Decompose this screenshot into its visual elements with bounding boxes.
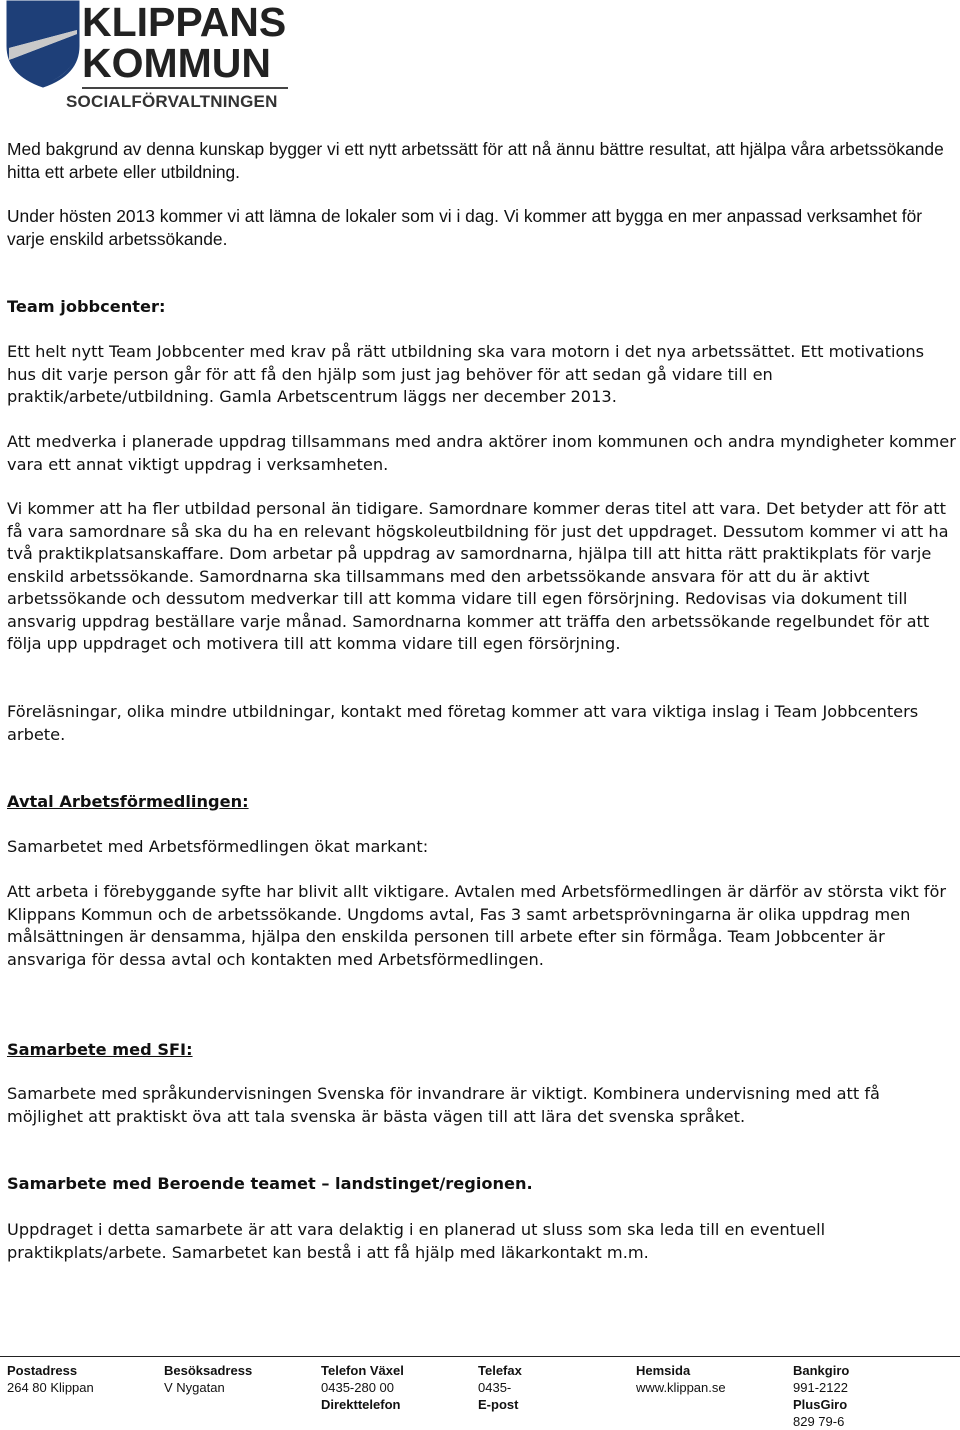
footer-postadress [7, 1362, 94, 1396]
footer-divider [0, 1356, 960, 1357]
footer-label: Telefax [478, 1363, 522, 1378]
footer-besoksadress [164, 1362, 252, 1396]
klippans-kommun-logo [4, 0, 294, 114]
footer-hemsida [636, 1362, 726, 1396]
logo-wordmark [82, 2, 286, 84]
footer-value: 264 80 Klippan [7, 1380, 94, 1395]
logo-subtitle: SOCIALFÖRVALTNINGEN [66, 92, 278, 111]
sfi-paragraph-1: Samarbete med språkundervisningen Svenska för invandrare är viktigt. Kombinera undervisning med att få möjlighet att praktiskt öva att tala svenska är bästa vägen till att lära det svenska språket. [7, 1084, 880, 1126]
footer-value: 0435- [478, 1380, 512, 1395]
af-paragraph-1: Samarbetet med Arbetsförmedlingen ökat markant: [7, 837, 429, 856]
footer-telefon [321, 1362, 404, 1413]
footer-label: PlusGiro [793, 1397, 848, 1412]
team-paragraph-1: Ett helt nytt Team Jobbcenter med krav på rätt utbildning ska vara motorn i det nya arbetssättet. Ett motivations hus dit varje person går för att få den hjälp som just jag behöver för att sedan gå vidare till en praktik/arbete/utbildning. Gamla Arbetscentrum läggs ner december 2013. [7, 342, 925, 406]
logo-divider [82, 87, 288, 89]
logo-line2: KOMMUN [82, 40, 272, 86]
team-paragraph-4: Föreläsningar, olika mindre utbildningar, kontakt med företag kommer att vara viktiga inslag i Team Jobbcenters arbete. [7, 702, 919, 744]
beroende-paragraph-1: Uppdraget i detta samarbete är att vara delaktig i en planerad ut sluss som ska leda till en eventuell praktikplats/arbete. Samarbetet kan bestå i att få hjälp med läkarkontakt m.m. [7, 1220, 826, 1262]
footer-label: Postadress [7, 1363, 78, 1378]
footer-label: Bankgiro [793, 1363, 850, 1378]
team-paragraph-2: Att medverka i planerade uppdrag tillsammans med andra aktörer inom kommunen och andra myndigheter kommer vara ett annat viktigt uppdrag i verksamheten. [7, 432, 956, 474]
footer-label: Telefon Växel [321, 1363, 404, 1378]
team-paragraph-3: Vi kommer att ha fler utbildad personal än tidigare. Samordnare kommer deras titel att vara. Det betyder att för att få vara samordnare så ska du ha en relevant högskoleutbildning för just det uppdraget. Dessutom kommer vi att ha två praktikplatsanskaffare. Dom arbetar på uppdrag av samordnarna, hjälpa till att hitta rätt praktikplats för varje enskild arbetssökande. Samordnarna ska tillsammans med den arbetssökande ansvara för att du är aktivt arbetssökande och dessutom medverkar till att komma vidare till egen försörjning. Redovisas via dokument till ansvarig uppdrag beställare varje månad. Samordnarna kommer att träffa den arbetssökande regelbundet för att följa upp uppdraget och motivera till att komma vidare till egen försörjning. [7, 499, 949, 653]
coat-of-arms-icon [6, 0, 82, 88]
footer-label: E-post [478, 1397, 519, 1412]
footer-value: V Nygatan [164, 1380, 225, 1395]
logo-line1: KLIPPANS [82, 0, 287, 45]
footer-bankgiro [793, 1362, 849, 1430]
footer-value: 991-2122 [793, 1380, 848, 1395]
footer-label: Besöksadress [164, 1363, 253, 1378]
footer-website-link[interactable]: www.klippan.se [636, 1380, 726, 1395]
footer-label: Hemsida [636, 1363, 691, 1378]
footer-label: Direkttelefon [321, 1397, 401, 1412]
footer-telefax [478, 1362, 522, 1413]
heading-avtal-arbetsformedlingen: Avtal Arbetsförmedlingen: [7, 792, 249, 811]
footer-value: 0435-280 00 [321, 1380, 395, 1395]
intro-paragraph-1: Med bakgrund av denna kunskap bygger vi ett nytt arbetssätt för att nå ännu bättre resultat, att hjälpa våra arbetssökande hitta ett arbete eller utbildning. [7, 139, 944, 182]
heading-beroende-teamet: Samarbete med Beroende teamet – landstinget/regionen. [7, 1174, 533, 1193]
heading-samarbete-sfi: Samarbete med SFI: [7, 1040, 193, 1059]
af-paragraph-2: Att arbeta i förebyggande syfte har blivit allt viktigare. Avtalen med Arbetsförmedlingen är därför av största vikt för Klippans Kommun och de arbetssökande. Ungdoms avtal, Fas 3 samt arbetsprövningarna är olika uppdrag men målsättningen är densamma, hjälpa den enskilda personen till arbete efter sin förmåga. Team Jobbcenter är ansvariga för dessa avtal och kontakten med Arbetsförmedlingen. [7, 882, 947, 969]
heading-team-jobbcenter: Team jobbcenter: [7, 297, 166, 316]
intro-paragraph-2: Under hösten 2013 kommer vi att lämna de lokaler som vi i dag. Vi kommer att bygga en mer anpassad verksamhet för varje enskild arbetssökande. [7, 206, 923, 249]
footer-value: 829 79-6 [793, 1414, 845, 1429]
